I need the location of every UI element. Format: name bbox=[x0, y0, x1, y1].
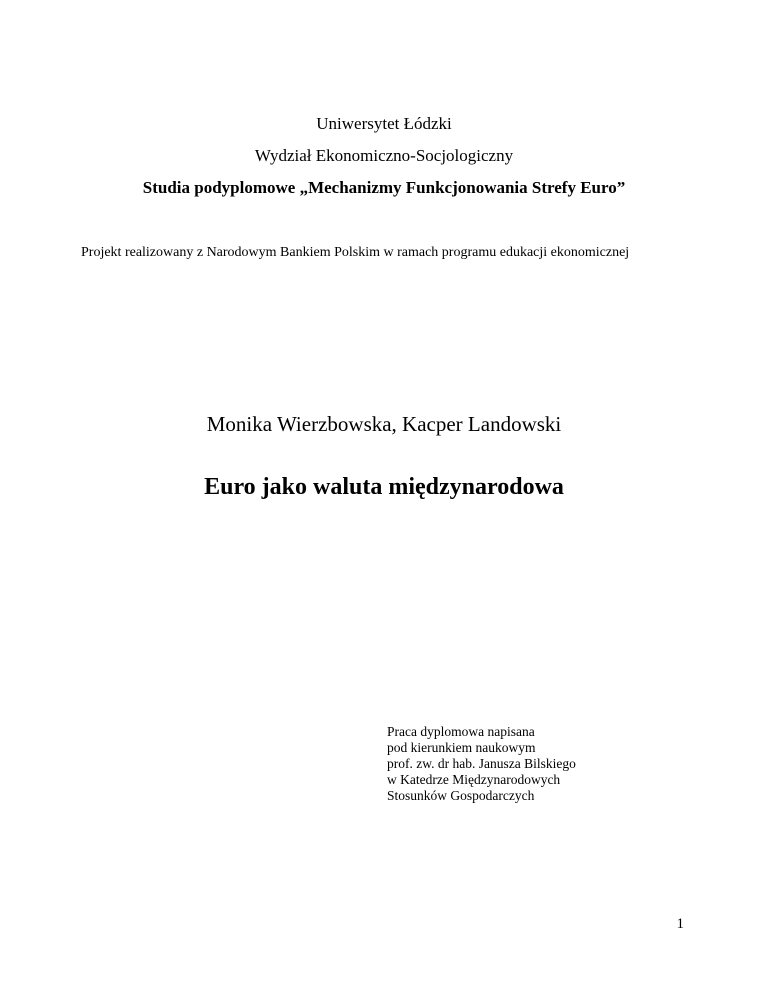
page-number: 1 bbox=[676, 916, 684, 932]
faculty-name: Wydział Ekonomiczno-Socjologiczny bbox=[254, 146, 514, 165]
university-name: Uniwersytet Łódzki bbox=[316, 114, 452, 133]
project-note: Projekt realizowany z Narodowym Bankiem Polskim w ramach programu edukacji ekonomicznej bbox=[81, 245, 630, 260]
supervisor-block bbox=[387, 724, 576, 804]
supervisor-line: pod kierunkiem naukowym bbox=[387, 740, 536, 755]
supervisor-line: w Katedrze Międzynarodowych bbox=[387, 772, 561, 787]
program-name: Studia podyplomowe „Mechanizmy Funkcjonowania Strefy Euro” bbox=[142, 178, 626, 197]
supervisor-line: Praca dyplomowa napisana bbox=[387, 724, 535, 739]
authors: Monika Wierzbowska, Kacper Landowski bbox=[206, 412, 562, 436]
supervisor-line: prof. zw. dr hab. Janusza Bilskiego bbox=[387, 756, 576, 771]
thesis-title: Euro jako waluta międzynarodowa bbox=[204, 474, 564, 500]
supervisor-line: Stosunków Gospodarczych bbox=[387, 788, 535, 803]
